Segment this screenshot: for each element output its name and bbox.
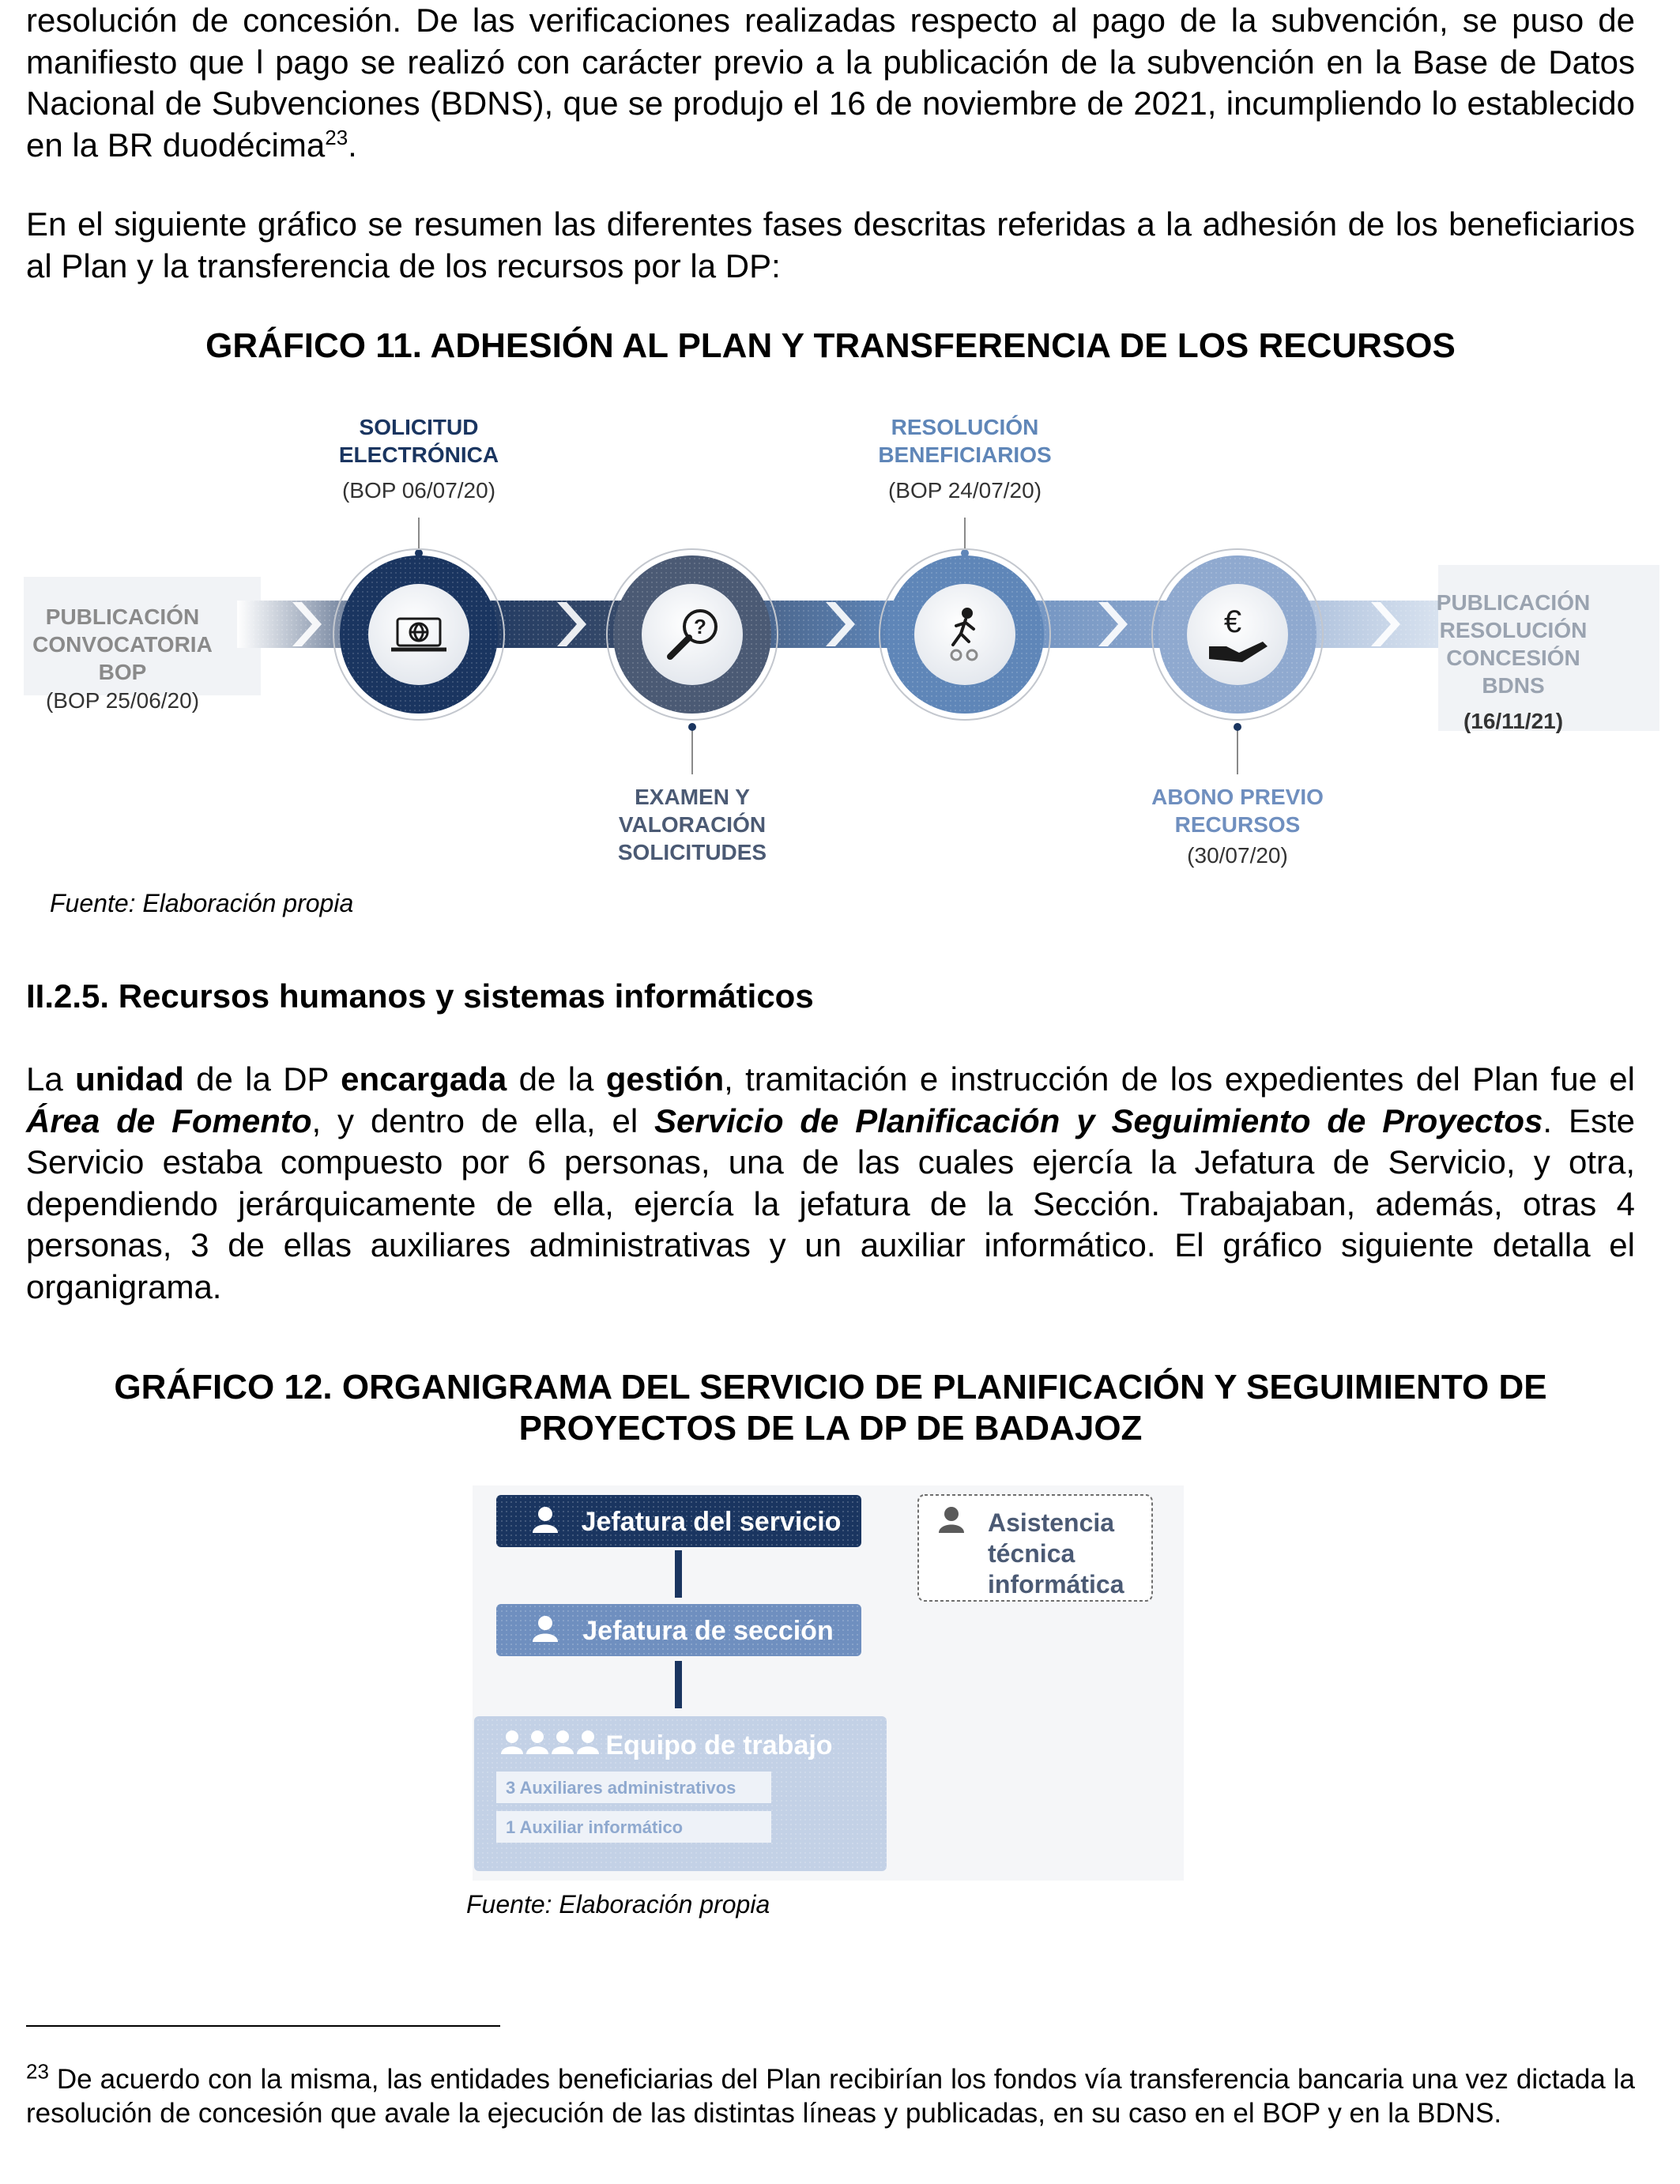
asistencia-label-l3: informática — [988, 1570, 1124, 1598]
aux-inf-label: 1 Auxiliar informático — [506, 1817, 684, 1837]
figure-12-title-l2: PROYECTOS DE LA DP DE BADAJOZ — [518, 1409, 1143, 1448]
figure-12-title-l1: GRÁFICO 12. ORGANIGRAMA DEL SERVICIO DE PLANIFICACIÓN Y SEGUIMIENTO DE — [114, 1368, 1547, 1406]
para-text-4: , tramitación e instrucción de los expedientes del Plan fue el — [724, 1060, 1635, 1098]
step-3-label-l1: RESOLUCIÓN — [891, 415, 1039, 439]
figure-12-org-chart — [466, 1485, 1193, 1896]
start-date: (BOP 25/06/20) — [45, 688, 200, 713]
step-1-label-l2: ELECTRÓNICA — [338, 442, 499, 467]
end-label-l2: RESOLUCIÓN — [1439, 618, 1588, 642]
para-text-3: de la — [507, 1060, 606, 1098]
para-bold-encargada: encargada — [341, 1060, 507, 1098]
figure-11-title: GRÁFICO 11. ADHESIÓN AL PLAN Y TRANSFERENCIA DE LOS RECURSOS — [205, 326, 1456, 365]
equipo-trabajo-label: Equipo de trabajo — [605, 1730, 833, 1760]
section-paragraph — [26, 1059, 1635, 1308]
step-3-label-l2: BENEFICIARIOS — [878, 442, 1052, 467]
start-label-l3: BOP — [98, 660, 147, 684]
step-2-label-l1: EXAMEN Y — [635, 785, 750, 809]
asistencia-box — [918, 1495, 1152, 1601]
euro-symbol: € — [1223, 604, 1242, 639]
jefatura-seccion-box — [496, 1604, 861, 1656]
asistencia-label-l2: técnica — [988, 1539, 1075, 1568]
end-date: (16/11/21) — [1463, 709, 1564, 733]
para-area-fomento: Área de Fomento — [26, 1101, 312, 1139]
start-label-l1: PUBLICACIÓN — [45, 604, 200, 629]
equipo-trabajo-box — [474, 1716, 887, 1871]
step-1-label-l1: SOLICITUD — [359, 415, 479, 439]
step-2-label-l3: SOLICITUDES — [617, 840, 767, 864]
footnote-number: 23 — [26, 2059, 49, 2084]
step-4-label-l2: RECURSOS — [1174, 812, 1301, 837]
figure-11-source: Fuente: Elaboración propia — [50, 889, 354, 917]
end-label-l3: CONCESIÓN — [1446, 646, 1580, 670]
para-text-6: . Este Servicio estaba compuesto por 6 personas, una de las cuales ejercía la Jefatura de Servicio, y otra, dependiendo jerárquicamente de ella, ejercía la jefatura de la Sección. Trabajaban, además, otras 4 personas, 3 de ellas auxiliares administrativas y un auxiliar informático. El gráfico siguiente detalla el organigrama. — [26, 1101, 1635, 1305]
figure-12-title — [26, 1367, 1635, 1449]
step-1-circle — [333, 549, 504, 720]
svg-text:?: ? — [694, 615, 706, 638]
intro-paragraph-1-text: resolución de concesión. De las verificaciones realizadas respecto al pago de la subvención, se puso de manifiesto que l pago se realizó con carácter previo a la publicación de la subvención en la Base de Datos Nacional de Subvenciones (BDNS), que se produjo el 16 de noviembre de 2021, incumpliendo lo establecido en la BR duodécima — [26, 2, 1635, 164]
footnote-ref-23[interactable]: 23 — [325, 125, 348, 149]
footnote-23 — [26, 2059, 1635, 2130]
para-bold-unidad: unidad — [75, 1060, 184, 1098]
step-4-date: (30/07/20) — [1187, 843, 1288, 868]
para-servicio-name: Servicio de Planificación y Seguimiento de Proyectos — [654, 1101, 1543, 1139]
connector-2 — [675, 1661, 682, 1708]
step-3-date: (BOP 24/07/20) — [887, 478, 1042, 503]
step-4-label-l1: ABONO PREVIO — [1151, 785, 1324, 809]
connector-1 — [675, 1550, 682, 1598]
step-2-circle — [607, 549, 778, 720]
para-bold-gestion: gestión — [605, 1060, 725, 1098]
step-2-label-l2: VALORACIÓN — [618, 812, 767, 837]
step-1-date: (BOP 06/07/20) — [341, 478, 496, 503]
para-text-1: La — [26, 1060, 76, 1098]
step-4-circle — [1152, 549, 1323, 720]
end-label-l4: BDNS — [1482, 673, 1545, 698]
para-text-5: , y dentro de ella, el — [311, 1101, 655, 1139]
intro-paragraph-2: En el siguiente gráfico se resumen las diferentes fases descritas referidas a la adhesión de los beneficiarios al Plan y la transferencia de los recursos por la DP: — [26, 205, 1635, 284]
step-3-circle — [880, 549, 1050, 720]
intro-paragraph-1-end: . — [348, 126, 357, 164]
figure-11-process-diagram — [0, 395, 1680, 901]
section-heading: II.2.5. Recursos humanos y sistemas informáticos — [26, 977, 814, 1015]
jefatura-seccion-label: Jefatura de sección — [582, 1616, 834, 1646]
aux-admin-label: 3 Auxiliares administrativos — [506, 1778, 736, 1798]
intro-paragraph-1 — [26, 0, 1635, 166]
para-text-2: de la DP — [183, 1060, 341, 1098]
footnote-text: De acuerdo con la misma, las entidades beneficiarias del Plan recibirían los fondos vía transferencia bancaria una vez dictada la resolución de concesión que avale la ejecución de las distintas líneas y publicadas, en su caso en el BOP y en la BDNS. — [26, 2064, 1635, 2129]
footnote-separator — [26, 2025, 500, 2027]
end-label-l1: PUBLICACIÓN — [1436, 590, 1591, 615]
start-label-l2: CONVOCATORIA — [32, 632, 213, 657]
figure-12-source: Fuente: Elaboración propia — [466, 1890, 770, 1919]
jefatura-servicio-box — [496, 1495, 861, 1547]
asistencia-label-l1: Asistencia — [988, 1508, 1115, 1537]
jefatura-servicio-label: Jefatura del servicio — [581, 1507, 842, 1537]
